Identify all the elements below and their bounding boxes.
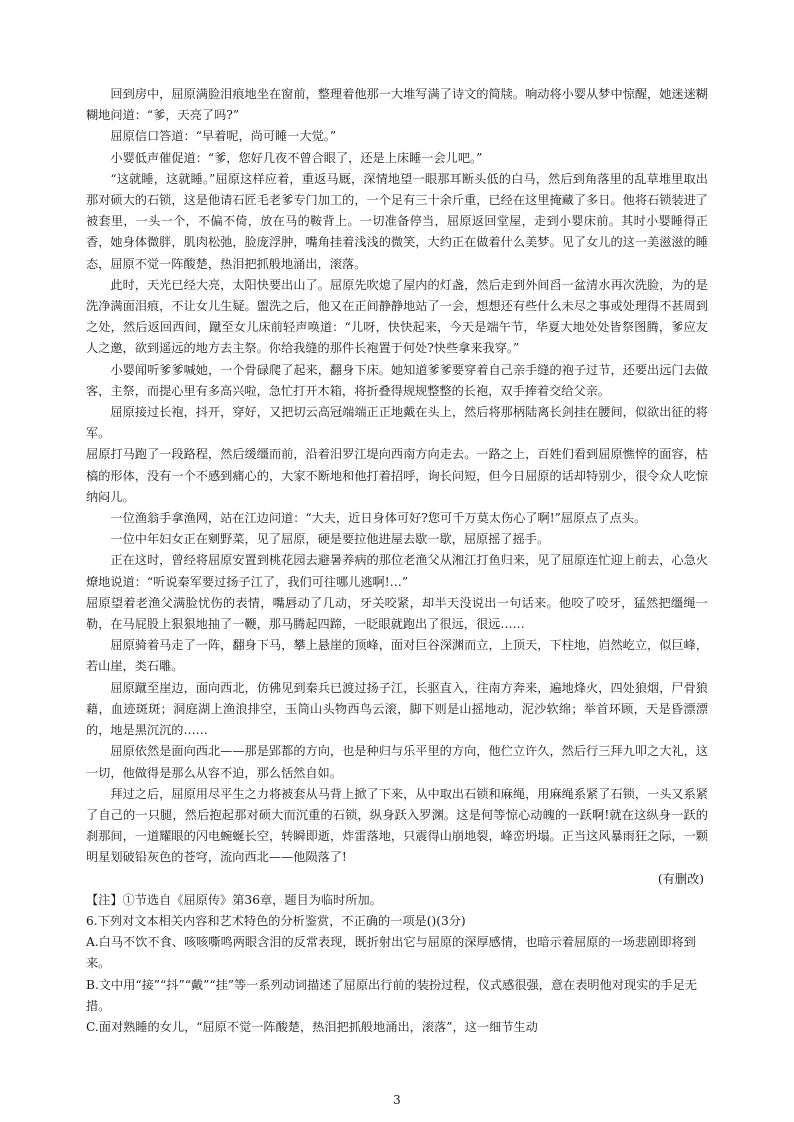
paragraph-2: 屈原信口答道：“早着呢，尚可睡一大觉。” [110, 129, 337, 144]
footnote: 【注】①节选自《屈原传》第36章，题目为临时所加。 [86, 892, 382, 907]
option-c: C.面对熟睡的女儿，“屈原不觉一阵酸楚，热泪把抓般地涌出，滚落”，这一细节生动 [86, 1019, 538, 1034]
paragraph-16: 拜过之后，屈原用尽平生之力将被套从马背上掀了下来，从中取出石锁和麻绳，用麻绳系紧了石锁，一头又系紧了自己的一只腿，然后抱起那对硕大而沉重的石锁，纵身跃入罗渊。这是何等惊心动魄的一跃啊!就在这纵身一跃的刹那间，一道耀眼的闪电蜿蜒长空，转瞬即逝，炸雷落地，只震得山崩地裂，峰峦坍塌。正当这风暴雨狂之际，一颗明星划破铅灰色的苍穹，流向西北——他陨落了! [86, 786, 708, 865]
paragraph-9: 一位渔翁手拿渔网，站在江边问道：“大夫，近日身体可好?您可千万莫太伤心了啊!”屈原点了点头。 [110, 511, 647, 526]
option-a: A.白马不饮不食、咳咳嘶鸣两眼含泪的反常表现，既折射出它与屈原的深厚感情，也暗示着屈原的一场悲剧即将到来。 [86, 935, 696, 971]
paragraph-15: 屈原依然是面向西北——那是郢都的方向，也是种归与乐平里的方向，他伫立许久，然后行三拜九叩之大礼，这一切，他做得是那么从容不迫，那么恬然自如。 [86, 744, 708, 780]
paragraph-14: 屈原蹴至崖边，面向西北，仿佛见到秦兵已渡过扬子江，长驱直入，往南方奔来，遍地烽火，四处狼烟，尸骨狼藉，血迹斑斑；洞庭湖上渔浪排空，玉筒山头物西鸟云滚，脚下则是山摇地动，泥沙软绵；举首环顾，天是昏漂漂的，地是黑沉沉的…… [86, 680, 708, 738]
paragraph-3: 小婴低声催促道：“爹，您好几夜不曾合眼了，还是上床睡一会儿吧。” [110, 150, 483, 165]
paragraph-4: “这就睡，这就睡。”屈原这样应着，重返马厩，深情地望一眼那耳断头低的白马，然后到角落里的乱草堆里取出那对硕大的石锁，这是他请石匠毛老爹专门加工的，一个足有三十余斤重，已经在这里掩藏了多日。他将石锁装进了被套里，一头一个，不偏不倚，放在马的鞍背上。一切准备停当，屈原返回堂屋，走到小婴床前。其时小婴睡得正香，她身体微胖，肌肉松弛，脸庞浮肿，嘴角挂着浅浅的微笑，大约正在做着什么美梦。见了女儿的这一美滋滋的睡态，屈原不觉一阵酸楚，热泪把抓般地涌出，滚落。 [86, 171, 708, 271]
paragraph-11: 正在这时，曾经将屈原安置到桃花园去避暑养病的那位老渔父从湘江打鱼归来，见了屈原连忙迎上前去，心急火燎地说道：“听说秦军要过扬子江了，我们可往哪儿逃啊!…” [86, 553, 708, 589]
paragraph-1: 回到房中，屈原满脸泪痕地坐在窗前，整理着他那一大堆写满了诗文的简牍。响动将小婴从梦中惊醒，她迷迷糊糊地问道：“爹，天亮了吗?” [86, 87, 708, 123]
question-stem: 6.下列对文本相关内容和艺术特色的分析鉴赏，不正确的一项是()(3分) [86, 913, 466, 928]
paragraph-5: 此时，天光已经大亮，太阳快要出山了。屈原先吹熄了屋内的灯盏，然后走到外间舀一盆清水再次洗脸，为的是洗净满面泪痕，不让女儿生疑。盥洗之后，他又在正间静静地站了一会，想想还有些什么未尽之事或处理得不甚周到之处，然后返回西间，蹴至女儿床前轻声唤道：“儿呀，快快起来，今天是端午节，华夏大地处处皆祭图腾，爹应友人之邀，欲到遥远的地方去主祭。你给我缝的那件长袍置于何处?快些拿来我穿。” [86, 277, 708, 356]
paragraph-8: 屈原打马跑了一段路程，然后缓缰而前，沿着汨罗江堤向西南方向走去。一路之上，百姓们看到屈原憔悴的面容，枯槁的形体，没有一个不感到痛心的，大家不断地和他打着招呼，询长问短，但今日屈原的话却特别少，很令众人吃惊纳闷儿。 [86, 447, 708, 504]
paragraph-7: 屈原接过长袍，抖开，穿好，又把切云高冠端端正正地戴在头上，然后将那柄陆离长剑挂在腰间，似欲出征的将军。 [86, 405, 708, 441]
paragraph-13: 屈原骑着马走了一阵，翻身下马，攀上悬崖的顶峰，面对巨谷深渊而立，上顶天，下柱地，岿然屹立，似巨峰，若山崖，类石雕。 [86, 638, 708, 674]
paragraph-10: 一位中年妇女正在剜野菜，见了屈原，硬是要拉他进屋去歇一歇，屈原摇了摇手。 [110, 532, 550, 547]
document-body [86, 84, 708, 1038]
page-number: 3 [393, 1093, 401, 1107]
paragraph-12: 屈原望着老渔父满脸忧伤的表情，嘴唇动了几动，牙关咬紧，却半天没说出一句话来。他咬了咬牙，猛然把缰绳一勒，在马屁股上狠狠地抽了一鞭，那马腾起四蹄，一眨眼就跑出了很远，很远…… [86, 595, 708, 632]
edit-note: (有删改) [657, 871, 704, 886]
option-b: B.文中用“接”“抖”“戴”“挂”等一系列动词描述了屈原出行前的装扮过程，仪式感很强，意在表明他对现实的手足无措。 [86, 977, 698, 1013]
paragraph-6: 小婴闻听爹爹喊她，一个骨碌爬了起来，翻身下床。她知道爹爹要穿着自己亲手缝的袍子过节，还要出远门去做客，主祭，而提心里有多高兴啦，急忙打开木箱，将折叠得规规整整的长袍，双手捧着交给父亲。 [86, 362, 708, 398]
